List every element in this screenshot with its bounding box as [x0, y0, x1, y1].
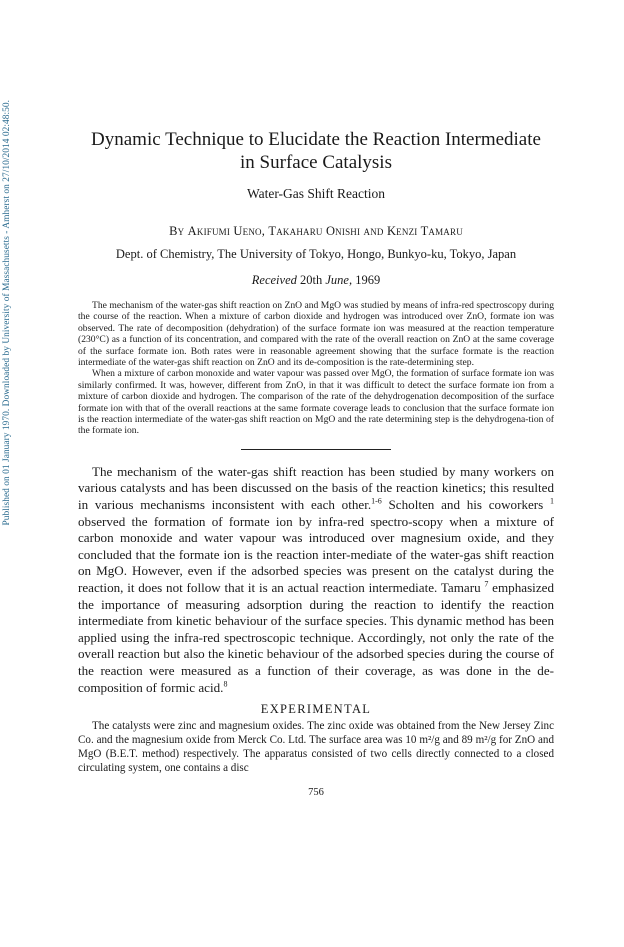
- paper-title: [78, 128, 554, 174]
- section-divider: [241, 449, 391, 450]
- experimental-heading: EXPERIMENTAL: [260, 702, 372, 717]
- author-by: By: [169, 224, 185, 238]
- author-line: [78, 224, 554, 239]
- paper-page: [78, 128, 554, 798]
- author-and: and: [363, 224, 384, 238]
- received-date: [78, 273, 554, 288]
- experimental-paragraph: The catalysts were zinc and magnesium oxides. The zinc oxide was obtained from the New Jersey Zinc Co. and the magnesium oxide from Merck Co. Ltd. The surface area was 10 m²/g and 89 m²/g for ZnO and MgO (B.E.T. method) respectively. The apparatus consisted of two cells directly connected to a closed circulating system, one contains a disc: [78, 720, 554, 775]
- download-notice: Published on 01 January 1970. Downloaded by University of Massachusetts - Amherst on 27/10/2014 02:48:50.: [2, 100, 12, 526]
- received-day: 20th: [300, 273, 323, 287]
- intro-paragraph: [78, 464, 554, 696]
- intro-text-2: Scholten and his coworkers: [381, 497, 550, 513]
- received-month: June,: [325, 273, 353, 287]
- ref-citation: 8: [223, 679, 228, 689]
- ref-citation: 7: [484, 579, 489, 589]
- intro-text-1: The mechanism of the water-gas shift reaction has been studied by many workers on various catalysts and has been discussed on the basis of the reaction kinetics; this resulted in various mechanisms inconsistent with each other.: [78, 463, 554, 513]
- abstract-paragraph-2: When a mixture of carbon monoxide and water vapour was passed over MgO, the formation of surface formate ion was similarly confirmed. It was, however, different from ZnO, in that it was difficult to detect the surface formate ion from a mixture of carbon dioxide and hydrogen. The comparison of the rate of the dehydrogenation decomposition of the surface formate ion with that of the overall reactions at the same formate coverage leads to conclusion that the surface formate ion is the reaction intermediate of the water-gas shift reaction on MgO and the rate determining step is the dehydrogena-tion of the formate ion.: [78, 368, 554, 437]
- intro-text-3: observed the formation of formate ion by infra-red spectro-scopy when a mixture of carbon monoxide and water vapour was introduced over magnesium oxide, and they concluded that the formate ion is the reaction inter-mediate of the water-gas shift reaction on MgO. However, even if the adsorbed species was present on the catalyst during the reaction, it does not follow that it is an actual reaction intermediate. Tamaru: [78, 513, 554, 596]
- abstract-paragraph-1: The mechanism of the water-gas shift reaction on ZnO and MgO was studied by means of infra-red spectroscopy during the course of the reaction. When a mixture of carbon dioxide and hydrogen was introduced over ZnO, formate ion was observed. The rate of decomposition (dehydration) of the surface formate ion was measured at the reaction temperature (230°C) as a function of its concentration, and compared with the rate of the overall reaction on ZnO at the same coverage of the surface formate ion. Both rates were in reasonable agreement showing that the surface formate is the reaction intermediate of the water-gas shift reaction on ZnO and its de-composition is the rate-determining step.: [78, 300, 554, 369]
- ref-citation: 1-6: [371, 496, 382, 506]
- page-number: 756: [308, 787, 324, 799]
- author-1: Akifumi Ueno,: [187, 224, 266, 238]
- introduction: [78, 464, 554, 696]
- title-line-2: in Surface Catalysis: [240, 152, 392, 173]
- received-year: 1969: [355, 273, 381, 287]
- paper-subtitle: Water-Gas Shift Reaction: [246, 186, 386, 201]
- author-3: Kenzi Tamaru: [386, 224, 463, 238]
- abstract: [78, 300, 554, 437]
- intro-text-4: emphasized the importance of measuring adsorption during the reaction to identify the reaction intermediate from kinetic behaviour of the surface species. This dynamic method has been applied using the infra-red spectroscopic technique. Accordingly, not only the rate of the overall reaction but also the kinetic behaviour of the adsorbed species during the course of the reaction were measured as a function of their coverage, as was done in the de-composition of formic acid.: [78, 580, 554, 695]
- ref-citation: 1: [550, 496, 554, 506]
- author-2: Takaharu Onishi: [268, 224, 361, 238]
- affiliation: Dept. of Chemistry, The University of Tokyo, Hongo, Bunkyo-ku, Tokyo, Japan: [115, 247, 517, 261]
- title-line-1: Dynamic Technique to Elucidate the Reaction Intermediate: [91, 129, 541, 150]
- received-prefix: Received: [251, 273, 297, 287]
- experimental-section: [78, 719, 554, 775]
